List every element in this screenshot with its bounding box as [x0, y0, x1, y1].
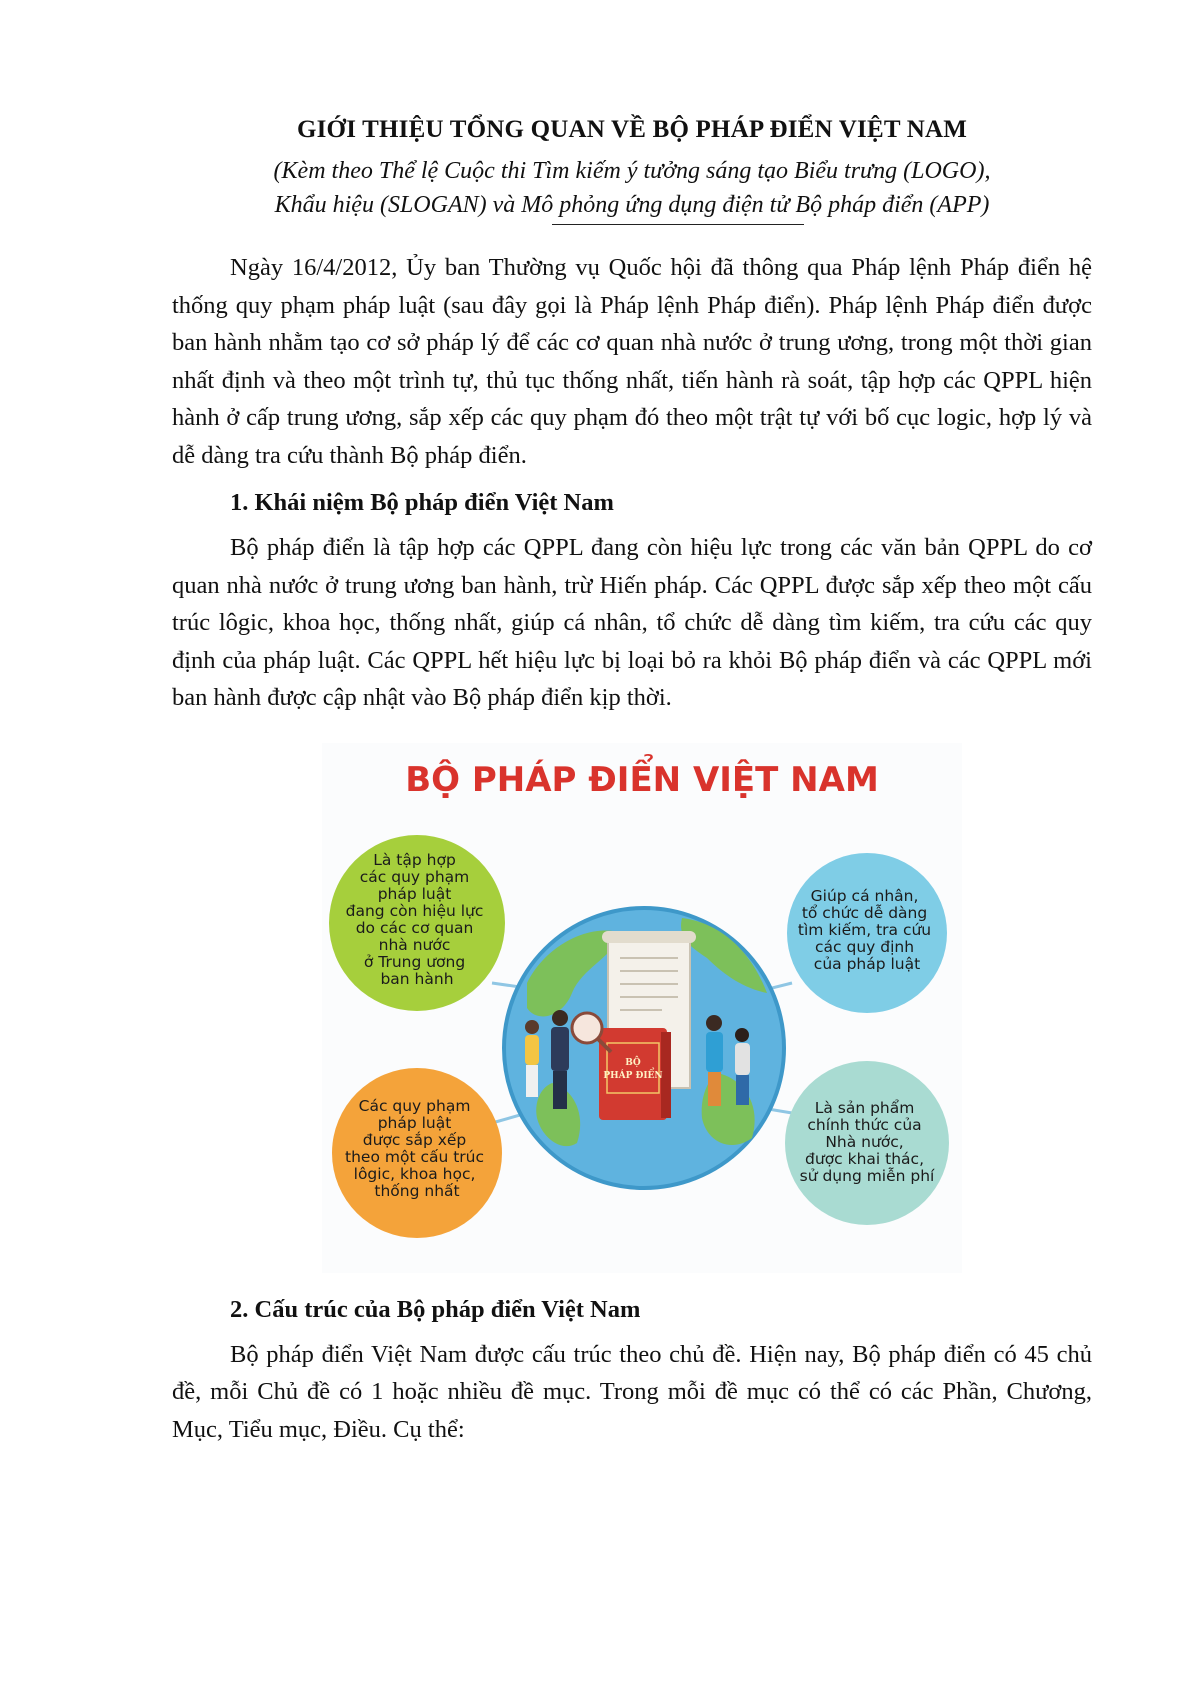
section-1-paragraph: Bộ pháp điển là tập hợp các QPPL đang còn hiệu lực trong các văn bản QPPL do cơ quan nhà nước ở trung ương ban hành, trừ Hiến pháp. Các QPPL được sắp xếp theo một cấu trúc lôgic, khoa học, thống nhất, giúp cá nhân, tổ chức dễ dàng tìm kiếm, tra cứu các quy định của pháp luật. Các QPPL hết hiệu lực bị loại bỏ ra khỏi Bộ pháp điển và các QPPL mới ban hành được cập nhật vào Bộ pháp điển kịp thời.: [172, 534, 1092, 711]
section-1-heading: 1. Khái niệm Bộ pháp điển Việt Nam: [230, 489, 614, 516]
section-2-heading: 2. Cấu trúc của Bộ pháp điển Việt Nam: [230, 1295, 641, 1323]
infographic-title: BỘ PHÁP ĐIỂN VIỆT NAM: [405, 759, 879, 800]
book-label-line-2: PHÁP ĐIỂN: [603, 1070, 663, 1081]
subtitle-underline: [552, 224, 804, 225]
law-book-icon: [599, 1028, 671, 1120]
book-label-line-1: BỘ: [625, 1057, 641, 1068]
document-subtitle-line-1: (Kèm theo Thể lệ Cuộc thi Tìm kiếm ý tưởng sáng tạo Biểu trưng (LOGO),: [273, 158, 991, 184]
document-subtitle-line-2: Khẩu hiệu (SLOGAN) và Mô phỏng ứng dụng điện tử Bộ pháp điển (APP): [274, 192, 990, 218]
bubble-top-right: [787, 853, 947, 1013]
intro-paragraph: Ngày 16/4/2012, Ủy ban Thường vụ Quốc hội đã thông qua Pháp lệnh Pháp điển hệ thống quy phạm pháp luật (sau đây gọi là Pháp lệnh Pháp điển). Pháp lệnh Pháp điển được ban hành nhằm tạo cơ sở pháp lý để các cơ quan nhà nước ở trung ương, trong một thời gian nhất định và theo một trình tự, thủ tục thống nhất, tiến hành rà soát, tập hợp các QPPL hiện hành ở cấp trung ương, sắp xếp các quy phạm đó theo một trật tự với bố cục logic, hợp lý và dễ dàng tra cứu thành Bộ pháp điển.: [172, 254, 1092, 469]
section-2-paragraph: Bộ pháp điển Việt Nam được cấu trúc theo chủ đề. Hiện nay, Bộ pháp điển có 45 chủ đề, mỗi Chủ đề có 1 hoặc nhiều đề mục. Trong mỗi đề mục có thể có các Phần, Chương, Mục, Tiểu mục, Điều. Cụ thể:: [172, 1340, 1092, 1443]
document-page: [172, 110, 1092, 1448]
bubble-bottom-right: [785, 1061, 949, 1225]
bubble-bottom-left: [332, 1068, 502, 1238]
bubble-top-left: [329, 835, 505, 1011]
bubble-bottom-right-text: Là sản phẩm chính thức của Nhà nước, được khai thác, sử dụng miễn phí: [799, 1098, 935, 1185]
bubble-top-left-text: Là tập hợp các quy phạm pháp luật đang còn hiệu lực do các cơ quan nhà nước ở Trung ương ban hành: [345, 850, 484, 988]
bubble-top-right-text: Giúp cá nhân, tổ chức dễ dàng tìm kiếm, tra cứu các quy định của pháp luật: [797, 886, 932, 973]
infographic: [322, 743, 962, 1273]
document-title: GIỚI THIỆU TỔNG QUAN VỀ BỘ PHÁP ĐIỂN VIỆT NAM: [296, 116, 967, 143]
bubble-bottom-left-text: Các quy phạm pháp luật được sắp xếp theo một cấu trúc lôgic, khoa học, thống nhất: [345, 1096, 485, 1200]
